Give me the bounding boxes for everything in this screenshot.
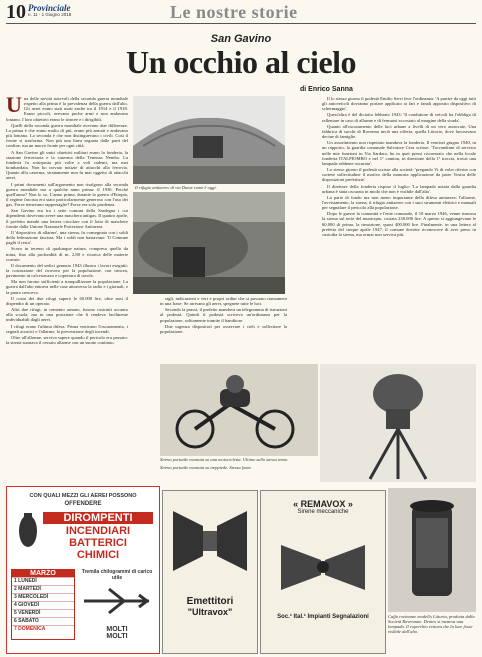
poster-calendar [11,569,75,640]
remavox-ad [260,490,386,654]
article-kicker: San Gavino [210,33,272,45]
paragraph: La parte di fondo ma non meno importante della difesa antiaerea: l'allarme, l'avvistamento, la sirena, il rifugio antiaereo con i suoi strumenti elettrici e manuali per segnalare il pericolo alla popolazione. [322,194,476,211]
tripod-siren-illustration [320,364,476,482]
poster-offendere: OFFENDERE [64,501,102,507]
poster-molti-2: MOLTI [106,633,128,640]
paragraph: Il 'dispositivo di allarme', una sirena, fu consegnata con i soldi della federazione fascista. Ma i soldi non bastavano: 'Il Comune paghi il resto'. [6,229,128,246]
section-title: Le nostre storie [170,2,298,22]
poster-chimici: CHIMICI [76,549,120,561]
paragraph: Oltre all'allarme, serviva sapere quando il pericolo era passato: la sirena suonava il cessato allarme con un suono continuo. [6,334,128,346]
paragraph: Ma non furono sufficienti a tranquillizzare la popolazione. La guerra dall'alto entrava nelle case attraverso la radio e i giornali, e la paura cresceva. [6,279,128,295]
ad1-brand: "Ultravox" [187,607,233,617]
paragraph: Un assortimento non rispettato mandava la fonderia. Il ventisei giugno 1940, in un rapporto, la guardia comunale Salvatore Cera scrisse: 'Trovandomi di servizio nelle mie funzioni in Via Sardara, ho in quei pressi riscontrato che nella locale fonderia ITALPIOMBO e nel 1° camion, in direzione della 1ª traccia, trovai una lampada sebbene oscurata'. [322,140,476,166]
text-column-4 [322,96,476,361]
ad2-title: Sirene meccaniche [297,509,349,515]
poster-days [12,577,74,633]
paragraph: Scavo in terreno di qualunque natura, compreso quello da mina, fino alla profondità di m. 2,80 e ricarica delle materie scavate. [6,246,128,262]
motorcycle-illustration [160,364,318,456]
photo-motorcycle-siren [160,364,318,456]
poster-day: 4 GIOVEDÌ [12,601,74,609]
header-rule [6,23,476,24]
ultravox-ad [162,490,258,654]
poster-day: 6 SABATO [12,617,74,625]
poster-day: 2 MARTEDÌ [12,585,74,593]
photo-tripod-siren [320,364,476,482]
ad2-company: Soc.¹ Ital.¹ Impianti Segnalazioni [277,614,369,620]
caption-photo2: Sirena portatile montata su una motocicletta. Ultimo sullo stesso tema. [160,457,288,462]
poster-day: 3 MERCOLEDÌ [12,593,74,601]
caption-photo3: Sirena portatile montata su treppiede. Stessa fonte. [160,465,252,470]
issue-date: n. 11 - 1 Giugno 2018 [28,12,72,17]
paragraph: I primi documenti sull'argomento non risalgono alla seconda guerra mondiale ma a qualche anno prima: il 1936. Perché quell'anno? Non lo so. L'anno prima, durante la guerra d'Etiopia, il regime fascista era stato particolarmente generoso con l'uso dei gas. Forse temevano rappresaglie? Forse era solo prudenza. [6,181,128,208]
paragraph: Dopo le guerre la comunità e l'ente comunale, il 10 marzo 1946, venne rimossa la sirena sul tetto del municipio, costata 238.000 lire. A questo si aggiungevano le 60.000 di prima, la rimozione, quasi 400.000 lire. Finalmente, in una lettera al prefetto del cinque aprile 1947, il comune dovette riconoscere di aver preso in custodia la sirena, ma ormai non serviva più. [322,211,476,237]
propaganda-poster [6,486,160,654]
paragraph: Altri due rifugi, in cemento armato, furono costruiti accanto alla scuola, ma in una posizione che li rendeva facilmente individuabili dagli aerei. [6,307,128,323]
paragraph: na delle novità notevoli della seconda guerra mondiale rispetto alla prima è la prevalenza della guerra dall'alto. Gli aerei erano stati usati anche tra il 1914 e il 1918. Erano piccoli, avevano poche armi e non andavano lontano. I loro obiettivi erano le trincee e i dirigibili. [6,96,128,122]
poster-day: 7 DOMENICA [12,625,74,633]
paragraph: Secondo la prassi, il prefetto mandava un telegramma di istruzioni al podestà. Quindi il podestà scriveva un'ordinanza per la popolazione, solitamente tramite il banditore. [160,307,287,323]
photo-bunker-entrance [133,192,285,294]
paragraph: Quanto all'oscuramento delle luci urbane a livelli di un vero autocrate, Una fabbrica di sacchi di Rovenna inviò una offerta, quella Littorio, dove lavoravano decine di famiglie. [322,123,476,140]
ad1-title: Emettitori [186,596,234,607]
poster-tagline: Tremila chilogrammi di carico utile [81,569,153,581]
photo-bunker [133,96,285,184]
photo-lantern [388,488,476,612]
airplane-icon [79,581,155,621]
poster-dirompenti: DIROMPENTI [43,512,153,524]
article-headline: Un occhio al cielo [125,44,357,80]
paragraph: Il direttore della fonderia rispose il luglio: 'La lampada notata dalla guardia urbana è stata oscurata in modo che non è visibile dall'alto'. [322,183,476,194]
drop-cap: U [6,96,22,117]
paragraph: A San Gavino gli unici obiettivi militari erano la fonderia, la stazione ferroviaria e la caserma della Tenenza Nembo. La fonderia fu sottoposta più volte a voli radenti, ma mai bombardata. Non ho trovato notizie di attacchi alla ferrovia. Quanto alla caserma, stranamente non fu mai oggetto di attacchi aerei. [6,149,128,181]
page-number: 10 [6,1,26,23]
paragraph: Due urgenza dispositori per osservare i cieli e sollecitare la popolazione. [160,323,287,334]
poster-batterici: BATTERICI [69,537,127,549]
bomb-icon [13,511,43,551]
paragraph: San Gavino era tra i sette comuni della Sardegna i cui dipendenti dovevano avere una maschera antigas. Il quattro aprile, il prefetto mandò una lettera circolare con il lotto di maschere fornite dalla Unione Nazionale Protezione Antiaerea. [6,208,128,229]
lantern-illustration [388,488,476,612]
poster-day: 5 VENERDÌ [12,609,74,617]
brand-logo-text: Provinciale [28,3,71,13]
poster-incendiari: INCENDIARI [65,525,131,537]
article-byline: di Enrico Sanna [300,86,353,93]
caption-photo4: Caffa rovinante modello Littoria, prodotta dalla Società Ravennate. Dentro si metteva una lampada. Il coperchio evitava che la luce fosse visibile dall'alto. [388,614,475,634]
paragraph: Il costo dei due rifugi superò le 60.000 lire, oltre ansi il dispendio di un operaio. [6,295,128,306]
poster-day: 1 LUNEDÌ [12,577,74,585]
paragraph: I rifugi erano l'ultima difesa. Prima venivano l'oscuramento, i segnali acustici e l'allarme, la prevenzione degli incendi. [6,323,128,334]
paragraph: Il documento del sedici gennaio 1943 illustra i lavori eseguiti: la costruzione del ricovero per la popolazione, con trincea, pavimento in calcestruzzo e copertura di tavole. [6,262,128,279]
text-column-3 [160,296,287,358]
poster-molti-1: MOLTI [106,626,128,633]
poster-top-text: CON QUALI MEZZI GLI AEREI POSSONO [29,493,137,499]
paragraph: Il lo stesso giorno il podestà Emilio Serri fece l'ordinanza: 'A partire da oggi tutti gli autoveicoli dovranno portare applicato ai fari e fanali apposito dispositivo di schermaggio'. [322,96,476,112]
ad2-logo: « REMAVOX » [293,499,353,509]
paragraph: Quest'altra è del diciotto febbraio 1943: 'Il conduttore di veicoli ha l'obbligo di rallentare in caso di allarme e di fermarsi accostato al margine della strada'. [322,112,476,123]
caption-photo1: Il rifugio antiaereo di via Dante come è oggi. [135,185,217,190]
bunker-entrance-illustration [133,192,285,294]
loudspeaker-icon [163,491,257,591]
poster-month: MARZO [12,570,74,577]
text-column-1 [6,96,128,484]
paragraph: Lo stesso giorno il podestà scrisse alla società: 'pregando Vi di voler riferire con cortese sollecitudine il motivo della mancata applicazione da parte Vostra delle disposizioni prefettizie'. [322,167,476,183]
siren-horns-icon [261,515,385,605]
paragraph: Quelli della seconda guerra mondiale avevano due differenze. La prima è che erano molto di più, erano più armati e andavano più lontano. La seconda è che non distinguevano i civili. Così il fronte si trasforma. Non più una linea segnata dalle parti del confine, ma un nuovo fronte per ogni città. [6,122,128,149]
page-header [0,0,482,22]
bunker-illustration [133,96,285,184]
paragraph: sigli, indicazioni e veri e propri ordini che si possono riassumere in una frase: Se arrivano gli aerei, spegnete tutte le luci. [160,296,287,307]
